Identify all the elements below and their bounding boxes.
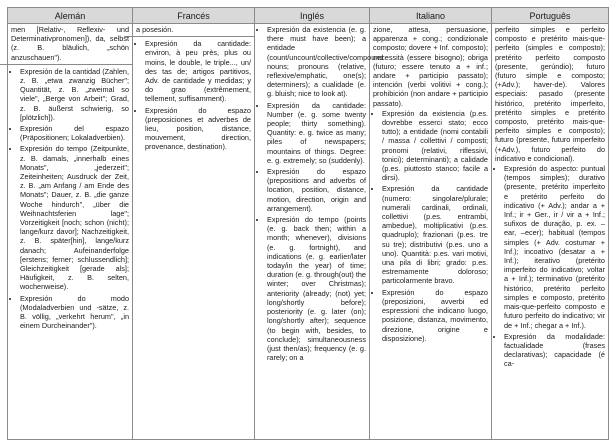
divider xyxy=(124,36,254,37)
list-item: • Expresión do espazo (prepositions and adverbs of location, position, distance, motion, direction, origin and arrangement). xyxy=(267,167,366,213)
divider xyxy=(0,64,132,65)
list-item: • Expresión do modo (Modaladverbien und -sätze, z. B. völlig, „verkehrt herum", „in einem Durcheinander"). xyxy=(20,294,129,331)
list-item: • Expresión de la cantidad (Zahlen, z. B. „etwa zwanzig Bücher"; Quantität, z. B. „zweimal so viele", „Berge von Arbeit"; Grad, z. B. äußerst schwierig, so [plötzlich]). xyxy=(20,67,129,122)
list-item: • Expresión del espazo (Präpositionen; Lokaladverbien). xyxy=(20,124,129,142)
item-list xyxy=(11,67,129,331)
header-portugues: Português xyxy=(492,8,609,24)
list-item: • Expresión do tempo (points (e. g. back then; within a month; whenever), divisions (e. g. fortnight), and indications (e. g. earlier/later today/in the year) of time; duration (e. g. through(out) the winter; over Christmas); anteriority (already; (not) yet; long/shortly before); posteriority (e. g. later (on); long/shortly after); sequence (to begin with, besides, to conclude); simultaneousness (just then/as); frequency (e. g. rarely; on a xyxy=(267,215,366,362)
list-item: • Expresión da existencia (e. g. there must have been); a entidade (count/uncount/collective/compound nouns; pronouns (relative, reflexive/emphatic, one(s); determiners); a cualidade (e. g. bluish; nice to look at). xyxy=(267,25,366,99)
language-table xyxy=(7,7,609,440)
continued-text: zione, attesa, persuasione, apparenza + cong.; condizionale composto; dovere + Inf. composto); necessità (essere bisogno); obriga (futuro; essere tenuto a + inf.; andare + participio passato); intención (verbi volitivi + cong.); prohibición (non andare + participio passato). xyxy=(373,25,488,108)
header-italiano: Italiano xyxy=(370,8,492,24)
cell-frances xyxy=(133,24,255,440)
list-item: • Expresión da cantidade: environ, à peu près, plus ou moins, le double, le triple..., un/ des tas de; artigos partitivos, Adv. de cantidade y medidas; y do grao (extrêmement, tellement, suffisamment). xyxy=(145,39,251,103)
list-item: • Expresión do espazo (preposiciones et adverbes de lieu, position, distance, mouvement, direction, provenance, destination). xyxy=(145,106,251,152)
header-row xyxy=(8,8,609,24)
list-item: • Expresión da modalidade: factualidade (frases declarativas); capacidade (é ca- xyxy=(504,332,605,369)
item-list xyxy=(136,39,251,151)
header-aleman: Alemán xyxy=(8,8,133,24)
list-item: • Expresión do aspecto: puntual (tempos simples); durativo (presente, pretérito imperfeito e pretérito perfeito do indicativo (+ Adv.); andar a + Inf.; ir + Ger., ir / vir a + Inf.; sufixos de duração, p. ex. –ear, –ecer); habitual (tempos simples (+ Adv. costumar + Inf.); incoativo (desatar a + Inf.); iterativo (pretérito imperfeito do indicativo; voltar a + Inf.); terminativo (pretérito histórico, pretérito perfeito simples e composto, pretérito mais-que-perfeito composto e futuro perfeito do indicativo; vir de + Inf.; chegar a + Inf.). xyxy=(504,164,605,330)
header-frances: Francés xyxy=(133,8,255,24)
header-ingles: Inglés xyxy=(255,8,370,24)
list-item: • Expresión da existencia (p.es. dovrebbe esserci stato; ecco tutto); a entidade (nomi contabili / massa / collettivi / composti; pronomi (relativi, riflessivi, tonici); determinanti); a calidade (p.es. piuttosto stanco; facile a dirsi). xyxy=(382,109,488,183)
list-item: • Expresión da cantidade (numero: singolare/plurale; numerali cardinali, ordinali, collettivi (p.es. entrambi, ambedue), moltiplicativi (p.es. quadruplo); frazionari (p.es. tre su tre); distributivi (p.es. uno a uno). Quantità: p.es. vari motivi, una pila di libri; grado: p.es. estremamente doloroso; particolarmente bravo. xyxy=(382,184,488,285)
list-item: • Expresión do tempo (Zeitpunkte, z. B. damals, „innerhalb eines Monats", „jederzeit"; Zeiteinheiten; Ausdruck der Zeit, z. B. „am Anfang / am Ende des Monats"; Dauer, z. B. „die ganze Woche hindurch", „über die Weihnachtsferien lage"; Vorzeitigkeit [noch; schon (nicht); lange/kurz davor]; Nachzeitigkeit, z. B. später[hin], lange/kurz danach; Aufeinanderfolge [erstens; ferner; schlussendlich]; Gleichzeitigkeit [gerade als]; Häufigkeit, z. B. selten, wochenweise). xyxy=(20,144,129,291)
content-table xyxy=(7,7,608,439)
continued-text: perfeito simples e perfeito composto e pretérito mais-que-perfeito (simples e composto); pretérito perfeito composto (presente, gerúndio); futuro (futuro simple e composto; (+Adv.); haver-de). Valores especiais: pasado (presente histórico, pretérito imperfeito, pretérito simples e pretérito composto, pretérito mais-que-perfeito simples e composto); futuro (presente, futuro imperfeito (+Adv.), futuro perfeito do indicativo e condicional). xyxy=(495,25,605,163)
item-list xyxy=(495,164,605,368)
content-row xyxy=(8,24,609,440)
list-item: • Expresión da cantidade: Number (e. g. some twenty people; thirty something). Quantity: e. g. twice as many; piles of newspapers; mountains of things. Degree: e. g. extremely; so (suddenly). xyxy=(267,101,366,165)
cell-portugues xyxy=(492,24,609,440)
cell-ingles xyxy=(255,24,384,440)
item-list xyxy=(373,109,488,343)
cell-aleman xyxy=(8,24,133,440)
item-list xyxy=(258,25,384,363)
cell-italiano xyxy=(370,24,492,440)
list-item: • Expresión do espazo (preposizioni, avverbi ed espressioni che indicano luogo, posizione, distanza, movimento, direzione, origine e disposizione). xyxy=(382,288,488,343)
continued-text: a posesión. xyxy=(136,25,174,34)
continued-text: men [Relativ-, Reflexiv- und Determinativpronomen]), da, selbst (z. B. bläulich, „schön anzuschauen"). xyxy=(11,25,129,62)
